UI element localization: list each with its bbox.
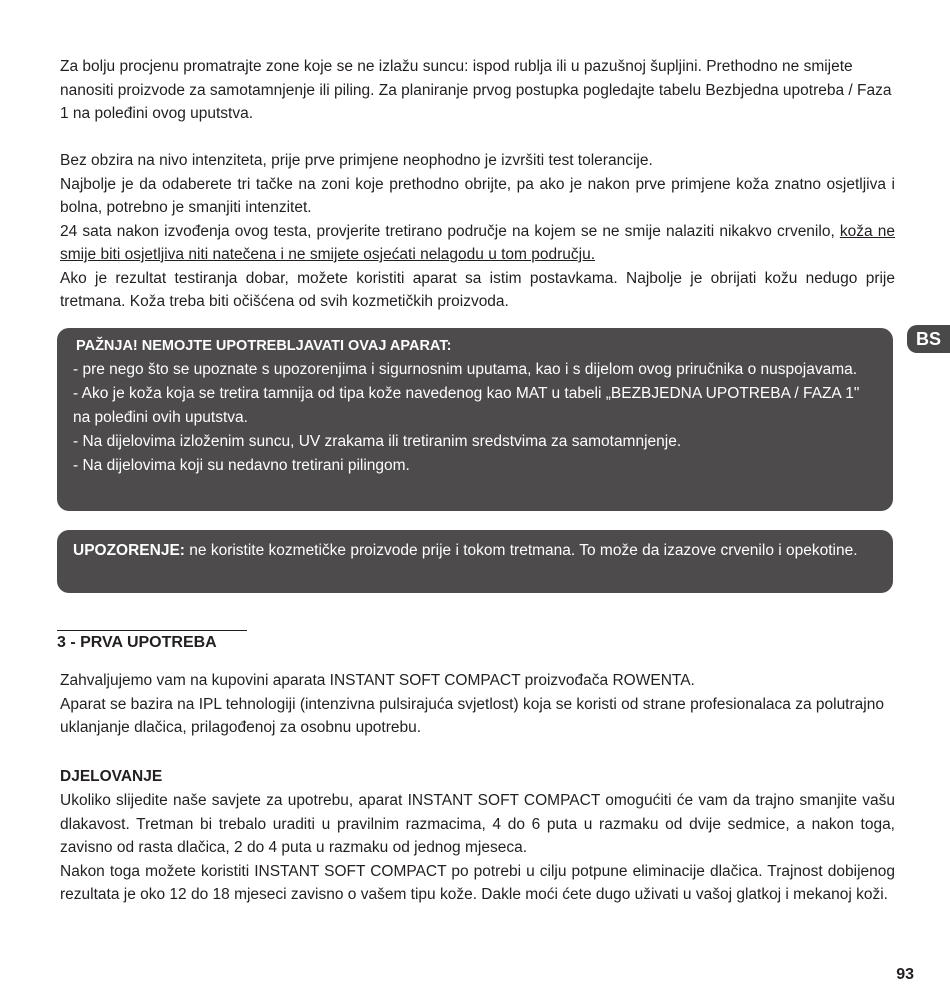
djelovanje-paragraph bbox=[60, 789, 895, 907]
caution-label: UPOZORENJE: bbox=[73, 542, 185, 559]
three-points-line: Najbolje je da odaberete tri tačke na zoni koje prethodno obrijte, pa ako je nakon prve primjene koža znatno osjetljiva i bolna, potrebno je smanjiti intenzitet. bbox=[60, 175, 895, 216]
intro-paragraph-2 bbox=[60, 149, 895, 314]
warning-item: - Na dijelovima koji su nedavno tretirani pilingom. bbox=[73, 457, 410, 474]
warning-item: - Ako je koža koja se tretira tamnija od tipa kože navedenog kao MAT u tabeli „BEZBJEDNA UPOTREBA / FAZA 1" na poleđini ovih uputstva. bbox=[73, 385, 860, 426]
caution-box bbox=[57, 530, 893, 593]
test-result-line: Ako je rezultat testiranja dobar, možete koristiti aparat sa istim postavkama. Najbolje je obrijati kožu nedugo prije tretmana. Koža treba biti očišćena od svih kozmetičkih proizvoda. bbox=[60, 269, 895, 310]
after-24h-line bbox=[60, 220, 895, 267]
ipl-line: Aparat se bazira na IPL tehnologiji (intenzivna pulsirajuća svjetlost) koja se koristi od strane profesionalaca za polutrajno uklanjanje dlačica, prilagođenoj za osobnu upotrebu. bbox=[60, 695, 884, 736]
language-tab: BS bbox=[907, 325, 950, 353]
usage-advice-line: Ukoliko slijedite naše savjete za upotrebu, aparat INSTANT SOFT COMPACT omogućiti će vam da trajno smanjite vašu dlakavost. Tretman bi trebalo uraditi u pravilnim razmacima, 4 do 6 puta u razmaku od dvije sedmice, a nakon toga, zavisno od rasta dlačica, 2 do 4 puta u razmaku od jednog mjeseca. bbox=[60, 792, 895, 856]
warning-item: - Na dijelovima izloženim suncu, UV zrakama ili tretiranim sredstvima za samotamnjenje. bbox=[73, 433, 682, 450]
section-heading: 3 - PRVA UPOTREBA bbox=[57, 630, 247, 652]
section-intro-paragraph bbox=[60, 669, 895, 740]
subheading-djelovanje: DJELOVANJE bbox=[60, 768, 163, 785]
caution-text: ne koristite kozmetičke proizvode prije i tokom tretmana. To može da izazove crvenilo i opekotine. bbox=[184, 542, 858, 559]
underlined-warning-text: koža ne smije biti osjetljiva niti natečena i ne smijete osjećati nelagodu u tom području. bbox=[60, 222, 895, 263]
intro-paragraph-1: Za bolju procjenu promatrajte zone koje se ne izlažu suncu: ispod rublja ili u pazušnoj šupljini. Prethodno ne smijete nanositi proizvode za samotamnjenje ili piling. Za planiranje prvog postupka pogledajte tabelu Bezbjedna upotreba / Faza 1 na poleđini ovog uputstva. bbox=[60, 58, 892, 122]
thanks-line: Zahvaljujemo vam na kupovini aparata INSTANT SOFT COMPACT proizvođača ROWENTA. bbox=[60, 672, 695, 689]
warning-box bbox=[57, 328, 893, 511]
warning-title: PAŽNJA! NEMOJTE UPOTREBLJAVATI OVAJ APARAT: bbox=[76, 338, 452, 354]
warning-item: - pre nego što se upoznate s upozorenjima i sigurnosnim uputama, kao i s dijelom ovog priručnika o nuspojavama. bbox=[73, 361, 858, 378]
page-number: 93 bbox=[896, 966, 914, 983]
tolerance-test-line: Bez obzira na nivo intenziteta, prije prve primjene neophodno je izvršiti test tolerancije. bbox=[60, 152, 653, 169]
after-24h-text: 24 sata nakon izvođenja ovog testa, provjerite tretirano područje na kojem se ne smije nalaziti nikakvo crvenilo, bbox=[60, 222, 840, 240]
duration-line: Nakon toga možete koristiti INSTANT SOFT COMPACT po potrebi u cilju potpune eliminacije dlačica. Trajnost dobijenog rezultata je oko 12 do 18 mjeseci zavisno o vašem tipu kože. Dakle moći ćete dugo uživati u vašoj glatkoj i mekanoj koži. bbox=[60, 862, 895, 903]
